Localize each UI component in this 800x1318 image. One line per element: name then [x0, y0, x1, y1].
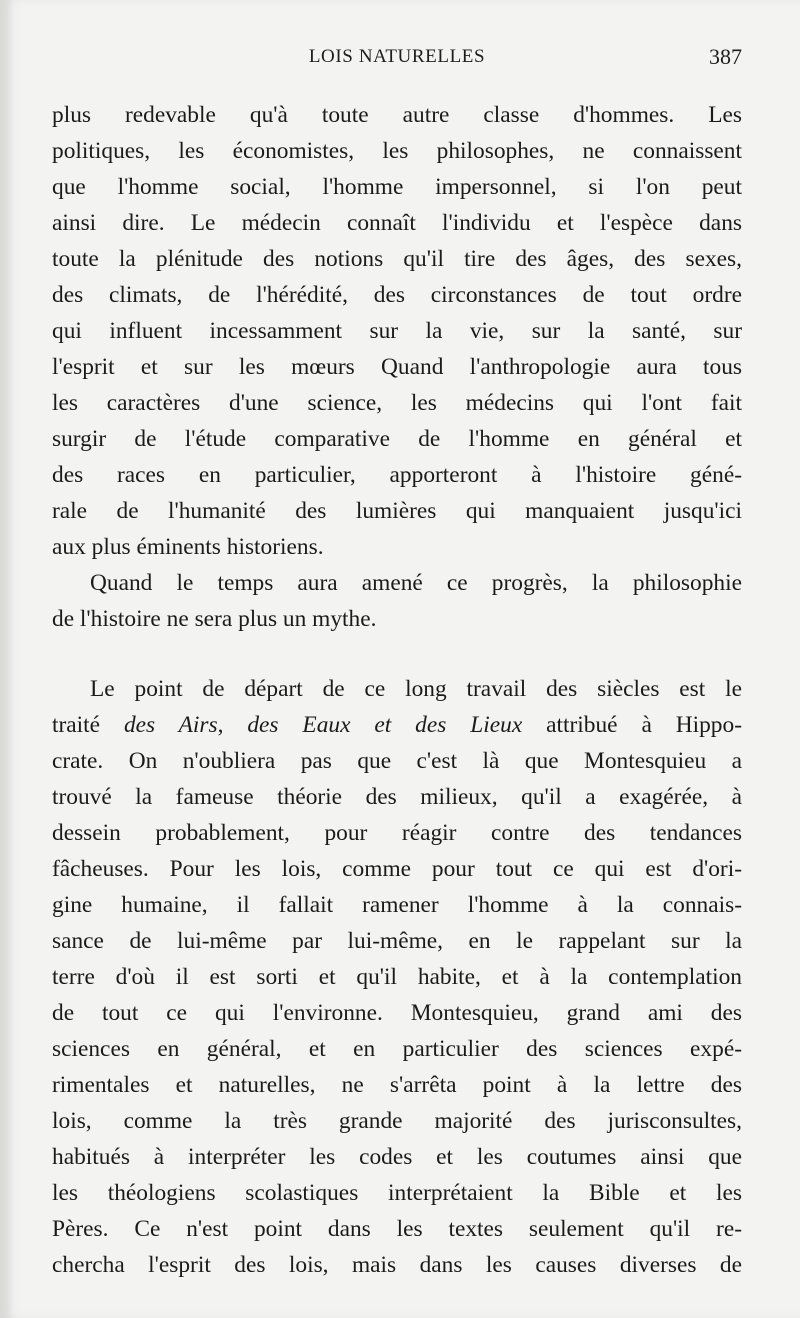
work-title-italic: des Eaux et des Lieux — [247, 712, 523, 738]
text-line: trouvé la fameuse théorie des milieux, qu'il a exagérée, à — [52, 784, 742, 810]
page-number: 387 — [709, 44, 742, 69]
text-line: l'esprit et sur les mœurs Quand l'anthropologie aura tous — [52, 354, 742, 380]
running-title: LOIS NATURELLES — [308, 46, 486, 67]
text-line: fâcheuses. Pour les lois, comme pour tout ce qui est d'ori- — [52, 856, 742, 882]
text-line: terre d'où il est sorti et qu'il habite, et à la contemplation — [52, 964, 742, 990]
text-line: dessein probablement, pour réagir contre des tendances — [52, 820, 742, 846]
text-line: surgir de l'étude comparative de l'homme en général et — [52, 426, 742, 452]
text-line: chercha l'esprit des lois, mais dans les causes diverses de — [52, 1252, 742, 1278]
text-line: de tout ce qui l'environne. Montesquieu, grand ami des — [52, 1000, 742, 1026]
section-gap — [52, 637, 742, 671]
text-line: les caractères d'une science, les médecins qui l'ont fait — [52, 390, 742, 416]
text-line: politiques, les économistes, les philosophes, ne connaissent — [52, 138, 742, 164]
text-line: sciences en général, et en particulier des sciences expé- — [52, 1036, 742, 1062]
text-line: sance de lui-même par lui-même, en le rappelant sur la — [52, 928, 742, 954]
text-line: rale de l'humanité des lumières qui manquaient jusqu'ici — [52, 498, 742, 524]
text-line: Pères. Ce n'est point dans les textes seulement qu'il re- — [52, 1216, 742, 1242]
scan-shadow — [0, 0, 14, 1318]
text-line: ainsi dire. Le médecin connaît l'individu et l'espèce dans — [52, 210, 742, 236]
text-fragment: traité — [52, 712, 124, 738]
text-line: plus redevable qu'à toute autre classe d'hommes. Les — [52, 102, 742, 128]
text-line: rimentales et naturelles, ne s'arrêta point à la lettre des — [52, 1072, 742, 1098]
text-line: Le point de départ de ce long travail des siècles est le — [90, 676, 742, 702]
text-line: crate. On n'oubliera pas que c'est là que Montesquieu a — [52, 748, 742, 774]
text-line: des races en particulier, apporteront à l'histoire géné- — [52, 462, 742, 488]
text-line: lois, comme la très grande majorité des jurisconsultes, — [52, 1108, 742, 1134]
text-line: toute la plénitude des notions qu'il tire des âges, des sexes, — [52, 246, 742, 272]
page-header — [52, 46, 742, 76]
work-title-italic: des Airs — [123, 712, 218, 738]
text-line: des climats, de l'hérédité, des circonstances de tout ordre — [52, 282, 742, 308]
text-line: de l'histoire ne sera plus un mythe. — [52, 606, 377, 632]
text-fragment: attribué à Hippo- — [522, 712, 742, 738]
text-fragment: , — [217, 712, 248, 738]
body-text — [52, 97, 742, 1283]
text-line-with-titles — [52, 707, 742, 743]
text-line: Quand le temps aura amené ce progrès, la philosophie — [90, 570, 742, 596]
text-line: qui influent incessamment sur la vie, sur la santé, sur — [52, 318, 742, 344]
text-line: habitués à interpréter les codes et les coutumes ainsi que — [52, 1144, 742, 1170]
text-line: les théologiens scolastiques interprétaient la Bible et les — [52, 1180, 742, 1206]
text-line: que l'homme social, l'homme impersonnel, si l'on peut — [52, 174, 742, 200]
text-line: gine humaine, il fallait ramener l'homme à la connais- — [52, 892, 742, 918]
text-line: aux plus éminents historiens. — [52, 534, 324, 560]
